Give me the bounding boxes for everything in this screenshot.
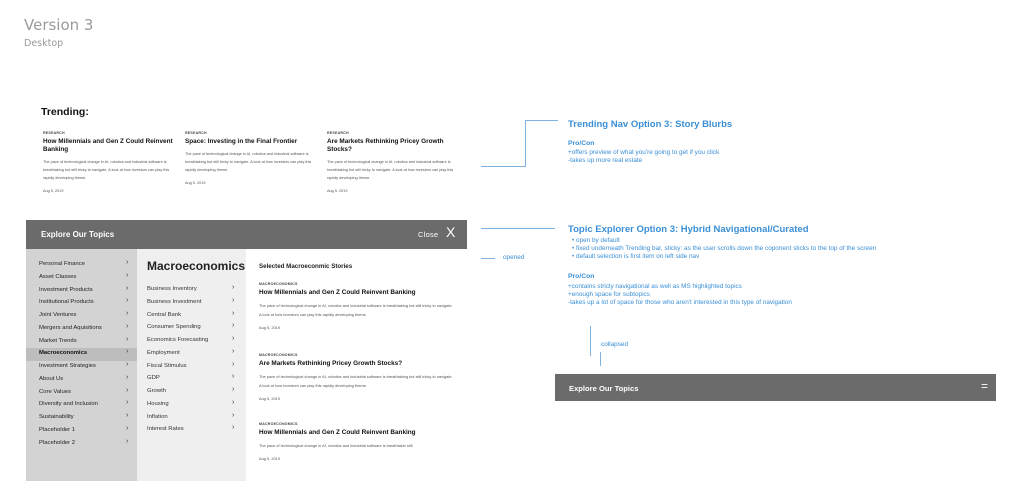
subtopic-label: Fiscal Stimulus — [147, 362, 187, 369]
chevron-right-icon: › — [232, 424, 235, 432]
chevron-right-icon: › — [126, 297, 129, 305]
topic-nav-item[interactable] — [26, 285, 137, 298]
chevron-right-icon: › — [126, 335, 129, 343]
note-topic-line: -takes up a lot of space for those who aren't interested in this type of navigation — [568, 299, 792, 306]
chevron-right-icon: › — [232, 335, 235, 342]
topic-nav-item[interactable] — [26, 387, 137, 400]
subtopic-label: GDP — [147, 375, 160, 382]
topic-explorer — [26, 220, 467, 481]
note-topic-title: Topic Explorer Option 3: Hybrid Navigational/Curated — [568, 224, 809, 235]
chevron-right-icon: › — [126, 361, 129, 368]
topic-nav-item[interactable] — [26, 348, 137, 361]
card-blurb: The pace of technological change in AI, robotics and industrial software is breathtaking but still tricky to navigate. A look at how investors can play this rapidly developing theme. — [185, 151, 312, 172]
note-topic-line: +contains stricly navigational as well as MS highlighted topics — [568, 283, 742, 290]
topic-nav-item[interactable] — [26, 336, 137, 349]
bullet-text: fixed underneath Trending bar, sticky: as the user scrolls down the coponent sticks to the top of the screen — [576, 245, 877, 252]
topic-nav-label: Investment Products — [39, 286, 93, 293]
topic-explorer-collapsed[interactable] — [555, 374, 996, 401]
chevron-right-icon: › — [126, 424, 129, 432]
chevron-right-icon: › — [126, 399, 129, 407]
chevron-right-icon: › — [126, 259, 129, 266]
story-kicker: MACROECONOMICS — [259, 353, 298, 357]
topic-nav-label: Institutional Products — [39, 299, 94, 306]
connector-line — [481, 228, 555, 229]
topic-nav-label: Joint Ventures — [39, 312, 77, 318]
story-item[interactable] — [259, 282, 454, 330]
note-trending-line: -takes up more real estate — [568, 157, 643, 164]
note-topic-procon: Pro/Con — [568, 273, 595, 280]
topic-nav-label: Placeholder 1 — [39, 426, 76, 433]
trending-heading: Trending: — [41, 106, 89, 118]
topic-nav-label: About Us — [39, 375, 64, 382]
topic-nav-label: Mergers and Aquisitions — [39, 324, 102, 331]
topic-nav-label: Placeholder 2 — [39, 439, 76, 446]
chevron-right-icon: › — [126, 373, 129, 381]
topic-nav-label: Sustainability — [39, 414, 74, 420]
story-date: Aug 5, 2019 — [259, 395, 280, 401]
chevron-right-icon: › — [126, 271, 129, 279]
close-icon[interactable]: X — [446, 224, 456, 240]
note-topic-bullet: • open by default — [572, 237, 620, 244]
subtopic-item[interactable] — [137, 335, 246, 348]
topic-nav-label: Personal Finance — [39, 261, 85, 267]
card-date: Aug 5, 2019 — [185, 180, 206, 185]
collapsed-label: collapsed — [601, 341, 629, 348]
subtopic-item[interactable] — [137, 373, 246, 386]
chevron-right-icon: › — [232, 347, 235, 355]
subtopic-label: Economics Forecasting — [147, 337, 209, 343]
opened-label: opened — [503, 254, 525, 261]
story-blurb: The pace of technological change in AI, robotics and industrial software is breathtaking but still tricky to navigate. A look at how investors can play this rapidly developing theme. — [259, 373, 453, 388]
card-kicker: RESEARCH — [43, 131, 65, 135]
selected-stories — [246, 249, 467, 481]
topic-nav-item[interactable] — [26, 259, 137, 272]
chevron-right-icon: › — [232, 309, 235, 317]
section-heading: Macroeconomics — [147, 259, 246, 273]
card-kicker: RESEARCH — [327, 131, 349, 135]
topic-nav-item[interactable] — [26, 425, 137, 438]
bullet-text: open by default — [576, 237, 620, 244]
subtopic-item[interactable] — [137, 284, 246, 297]
subtopic-label: Central Bank — [147, 311, 182, 318]
topic-explorer-header — [26, 220, 467, 249]
topic-nav-item[interactable] — [26, 412, 137, 425]
connector-line — [525, 120, 558, 121]
chevron-right-icon: › — [126, 348, 129, 356]
chevron-right-icon: › — [232, 284, 235, 291]
story-headline[interactable]: How Millennials and Gen Z Could Reinvent Banking — [259, 289, 416, 296]
card-date: Aug 5, 2019 — [43, 188, 64, 193]
card-date: Aug 5, 2019 — [327, 188, 348, 193]
bullet-text: default selection is first item on left side nav — [576, 253, 700, 260]
subtopic-item[interactable] — [137, 348, 246, 361]
topic-explorer-title: Explore Our Topics — [41, 230, 115, 239]
topic-nav-item[interactable] — [26, 374, 137, 387]
topic-nav-label: Macroeconomics — [39, 350, 88, 357]
chevron-right-icon: › — [232, 360, 235, 368]
topic-nav-item[interactable] — [26, 361, 137, 374]
topic-nav-item[interactable] — [26, 323, 137, 336]
subtopic-label: Business Investment — [147, 298, 202, 305]
note-topic-bullet: • fixed underneath Trending bar, sticky: as the user scrolls down the coponent sticks to the top of the screen — [572, 245, 877, 252]
chevron-right-icon: › — [232, 398, 235, 406]
story-item[interactable] — [259, 353, 454, 401]
subtopic-label: Housing — [147, 400, 169, 407]
chevron-right-icon: › — [126, 322, 129, 330]
menu-icon[interactable]: = — [981, 379, 989, 393]
topic-nav-item[interactable] — [26, 272, 137, 285]
topic-nav-item[interactable] — [26, 438, 137, 451]
page-subtitle: Desktop — [24, 38, 64, 49]
card-blurb: The pace of technological change in AI, robotics and industrial software is breathtaking but still tricky to navigate. A look at how investors can play this rapidly developing theme. — [43, 159, 170, 180]
note-trending-title: Trending Nav Option 3: Story Blurbs — [568, 119, 733, 130]
page-title: Version 3 — [24, 16, 94, 34]
story-headline[interactable]: Are Markets Rethinking Pricey Growth Stocks? — [259, 360, 403, 367]
stories-heading: Selected Macroeconmic Stories — [259, 263, 353, 270]
trending-card[interactable] — [185, 131, 317, 185]
subtopic-label: Consumer Spending — [147, 324, 201, 331]
subtopic-label: Growth — [147, 388, 166, 394]
subtopic-item[interactable] — [137, 386, 246, 399]
trending-card[interactable] — [43, 131, 175, 193]
topic-nav-item[interactable] — [26, 297, 137, 310]
chevron-right-icon: › — [232, 373, 235, 381]
story-kicker: MACROECONOMICS — [259, 422, 298, 426]
chevron-right-icon: › — [126, 310, 129, 317]
subtopic-label: Inflation — [147, 413, 168, 420]
subtopic-label: Interest Rates — [147, 426, 184, 433]
subtopic-label: Employment — [147, 349, 180, 356]
note-trending-line: +offers preview of what you're going to get if you click — [568, 149, 720, 156]
topic-nav — [26, 249, 137, 481]
connector-line — [525, 120, 526, 167]
chevron-right-icon: › — [126, 437, 129, 445]
topic-nav-label: Asset Classes — [39, 273, 77, 280]
collapsed-title: Explore Our Topics — [569, 384, 639, 393]
chevron-right-icon: › — [232, 322, 235, 330]
card-headline[interactable]: Are Markets Rethinking Pricey Growth Stocks? — [327, 138, 444, 153]
note-topic-bullet: • default selection is first item on left side nav — [572, 253, 700, 260]
card-blurb: The pace of technological change in AI, robotics and industrial software is breathtaking but still tricky to navigate. A look at how investors can play this rapidly developing theme. — [327, 159, 454, 180]
chevron-right-icon: › — [232, 411, 235, 419]
topic-nav-item[interactable] — [26, 399, 137, 412]
note-trending-procon: Pro/Con — [568, 140, 595, 147]
subtopic-item[interactable] — [137, 412, 246, 425]
subtopic-list — [137, 249, 246, 481]
card-headline[interactable]: Space: Investing in the Final Frontier — [185, 138, 298, 145]
connector-line — [600, 352, 601, 366]
chevron-right-icon: › — [126, 386, 129, 394]
story-date: Aug 5, 2019 — [259, 455, 280, 461]
topic-nav-label: Investment Strategies — [39, 363, 96, 369]
story-headline[interactable]: How Millennials and Gen Z Could Reinvent Banking — [259, 429, 416, 436]
connector-line — [481, 258, 495, 259]
subtopic-item[interactable] — [137, 399, 246, 412]
chevron-right-icon: › — [232, 296, 235, 304]
story-kicker: MACROECONOMICS — [259, 282, 298, 286]
topic-nav-label: Diversity and Inclusion — [39, 401, 98, 408]
subtopic-item[interactable] — [137, 322, 246, 335]
subtopic-label: Business Inventory — [147, 286, 197, 292]
topic-nav-label: Core Values — [39, 388, 71, 395]
card-headline[interactable]: How Millennials and Gen Z Could Reinvent Banking — [43, 138, 173, 153]
story-date: Aug 5, 2019 — [259, 324, 280, 330]
close-button[interactable]: Close — [418, 230, 439, 239]
connector-line — [481, 166, 525, 167]
subtopic-item[interactable] — [137, 297, 246, 310]
chevron-right-icon: › — [232, 386, 235, 393]
story-blurb: The pace of technological change in AI, robotics and industrial software is breathtaking but still tricky to navigate. A look at how investors can play this rapidly developing theme. — [259, 302, 453, 317]
subtopic-item[interactable] — [137, 310, 246, 323]
card-kicker: RESEARCH — [185, 131, 207, 135]
topic-nav-label: Market Trends — [39, 337, 77, 344]
topic-nav-item[interactable] — [26, 310, 137, 323]
subtopic-item[interactable] — [137, 424, 246, 437]
story-item[interactable] — [259, 422, 454, 461]
note-topic-line: +enough space for subtopics — [568, 291, 650, 298]
subtopic-item[interactable] — [137, 361, 246, 374]
story-blurb: The pace of technological change in AI, robotics and industrial software is breathtakin still — [259, 442, 413, 448]
trending-card[interactable] — [327, 131, 459, 193]
chevron-right-icon: › — [126, 412, 129, 419]
chevron-right-icon: › — [126, 284, 129, 292]
connector-line — [590, 326, 591, 356]
